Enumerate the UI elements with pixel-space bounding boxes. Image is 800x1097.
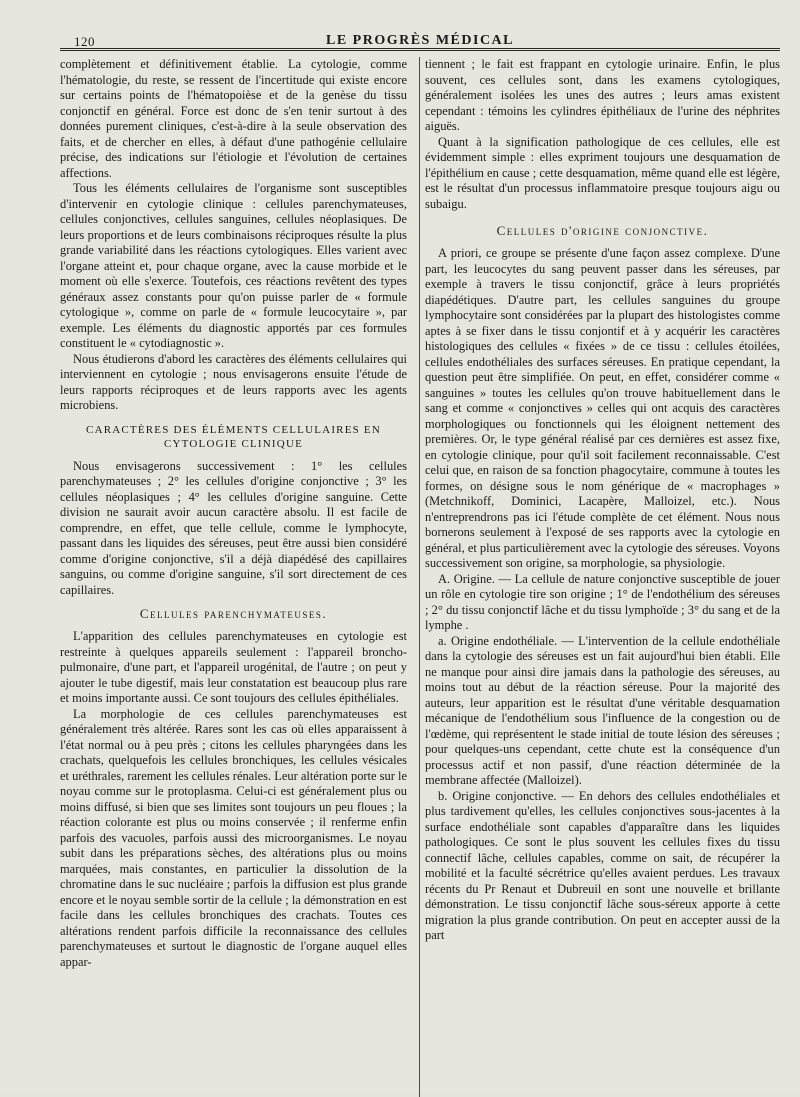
section-heading: CARACTÈRES DES ÉLÉMENTS CELLULAIRES EN CYTOLOGIE CLINIQUE bbox=[86, 423, 381, 450]
paragraph: tiennent ; le fait est frappant en cytologie urinaire. Enfin, le plus souvent, ces cellules sont, dans les examens cytologiques, généralement isolées les unes des autres ; leurs amas existent cependant : témoins les cylindres épithéliaux de l'urine des néphrites aiguës. bbox=[425, 57, 780, 133]
two-column-body bbox=[60, 57, 780, 970]
paragraph: A priori, ce groupe se présente d'une façon assez complexe. D'une part, les leucocytes du sang peuvent passer dans les séreuses, par exemple à travers le tissu conjonctif, grâce à leurs propriétés diapédétiques. D'autre part, les cellules sanguines du groupe lymphocytaire sont considérées par la plupart des histologistes comme aptes à se fixer dans le tissu conjontif et à y acquérir les caractères histologiques des cellules « fixées » de ce tissu : cellules étoilées, cellules endothéliales des surfaces séreuses. En pratique cependant, la question peut être simplifiée. On peut, en effet, considérer comme « sanguines » toutes les cellules qu'on trouve habituellement dans le sang et comme « conjonctives » celles qui ont acquis des caractères morphologiques ou fonctionnels qui les éloignent nettement des premières. Or, le type général réalisé par ces dernières est assez fixe, en cytologie clinique, pour qu'il soit facilement reconnaissable. C'est celui que, en raison de sa fonction phagocytaire, commune à toutes les formes, on désigne sous le nom générique de « macrophages » (Metchnikoff, Dominici, Lacapère, Malloizel, etc.). Nous n'entreprendrons pas ici l'étude complète de cet élément. Nous nous bornerons seulement à l'exposé de ses rapports avec la cytologie en général, et plus particulièrement avec la cytologie des séreuses. Voyons successivement son origine, sa morphologie, sa physiologie. bbox=[425, 246, 780, 570]
running-title: LE PROGRÈS MÉDICAL bbox=[325, 33, 515, 48]
paragraph: complètement et définitivement établie. La cytologie, comme l'hématologie, du reste, se ressent de l'incertitude qui existe encore sur certains points de l'hématopoièse et de la genèse du tissu conjonctif en général. Force est donc de s'en tenir surtout à des données purement cliniques, c'est-à-dire à la seule observation des faits, et de chercher en elles, à défaut d'une pathogénie cellulaire précise, des indications sur l'étiologie et l'évolution de certaines affections. bbox=[60, 57, 407, 180]
section-heading: Cellules parenchymateuses. bbox=[139, 606, 328, 621]
paragraph: Tous les éléments cellulaires de l'organisme sont susceptibles d'intervenir en cytologie clinique : cellules parenchymateuses, cellules conjonctives, cellules sanguines, cellules néoplasiques. De leurs proportions et de leurs combinaisons réciproques résulte la plus grande variabilité dans les réactions cytologiques. Elles varient avec l'organe atteint et, pour chaque organe, avec la cause morbide et le moment où elle s'exerce. Toutefois, ces réactions revêtent des types généraux assez constants pour qu'on puisse parler de « formule cytologique », comme on parle de « formule leucocytaire », par exemple. Les éléments du diagnostic apportés par ces formules constituent le « cytodiagnostic ». bbox=[60, 181, 407, 350]
page-header bbox=[60, 26, 780, 51]
right-column bbox=[425, 57, 780, 970]
paragraph: Nous envisagerons successivement : 1° les cellules parenchymateuses ; 2° les cellules d'origine conjonctive ; 3° les cellules néoplasiques ; 4° les cellules d'origine sanguine. Cette division ne saurait avoir aucun caractère absolu. Il est facile de comprendre, en effet, que telle cellule, comme le lymphocyte, passant dans les liquides des séreuses, peut être aussi bien considéré comme d'origine conjonctive, s'il a déjà diapédésé des capillaires sanguins, ou comme d'origine sanguine, s'il sort directement de ces capillaires. bbox=[60, 458, 407, 597]
paragraph: La morphologie de ces cellules parenchymateuses est généralement très altérée. Rares sont les cas où elles apparaissent à l'état normal ou à peu près ; citons les cellules pharyngées dans les crachats, quelquefois les cellules bronchiques, les cellules vésicales et uréthrales, rarement les cellules rénales. Leur altération porte sur le noyau comme sur le protoplasma. Celui-ci est généralement plus ou moins diffusé, si bien que ses limites sont toujours un peu floues ; la réaction colorante est plus ou moins conservée ; il renferme enfin parfois des vacuoles, parfois aussi des microorganismes. Le noyau subit dans les préparations sèches, des altérations plus ou moins marquées, mais constantes, en particulier la dissolution de la chromatine dans le suc nucléaire ; parfois la diffusion est plus grande encore et le noyau semble sortir de la cellule ; la démonstration en est facile dans les cellules bronchiques des crachats. Toutes ces altérations rendent parfois difficile la reconnaissance des cellules parenchymateuses et surtout le diagnostic de l'organe auquel elles appar- bbox=[60, 706, 407, 969]
paragraph: L'apparition des cellules parenchymateuses en cytologie est restreinte à quelques appareils seulement : l'appareil broncho-pulmonaire, d'une part, et l'appareil urogénital, de l'autre ; on peut y ajouter le tube digestif, mais leur constatation est beaucoup plus rare et moins importante aussi. Ce sont toujours des cellules épithéliales. bbox=[60, 629, 407, 705]
section-heading: Cellules d'origine conjonctive. bbox=[496, 223, 709, 238]
left-column bbox=[60, 57, 407, 970]
paragraph: b. Origine conjonctive. — En dehors des cellules endothéliales et plus tardivement qu'elles, les cellules conjonctives sous-jacentes à la surface endothéliale sont capables d'apparaître dans les liquides pathologiques. Ce sont le plus souvent les cellules fixes du tissu connectif lâche, cellules capables, comme on sait, de récupérer la mobilité et la faculté sécrétrice qu'elles avaient perdues. Les travaux récents du Pr Renaut et Dubreuil en sont une nouvelle et brillante démonstration. Le tissu conjonctif lâche sous-séreux apporte à cette migration la plus grande contribution. On peut en accepter aussi de la part bbox=[425, 788, 780, 942]
column-divider bbox=[419, 57, 420, 1097]
paragraph: a. Origine endothéliale. — L'intervention de la cellule endothéliale dans la cytologie des séreuses est un fait aujourd'hui bien établi. Elle ne manque pour ainsi dire jamais dans la pathologie des séreuses, au moins tout au début de la réaction séreuse. Pour la majorité des auteurs, leur apparition est le résultat d'une véritable desquamation mécanique de l'endothélium sous l'influence de la congestion ou de l'œdème, qui représentent le stade initial de toute lésion des séreuses ; pour quelques-uns cependant, cette chute est la conséquence d'un processus actif et non passif, d'une réaction déterminée de la membrane affectée (Malloizel). bbox=[425, 633, 780, 787]
paragraph: Nous étudierons d'abord les caractères des éléments cellulaires qui interviennent en cytologie ; nous envisagerons ensuite l'étude de leurs rapports réciproques et de leurs rapports avec les agents microbiens. bbox=[60, 351, 407, 412]
paragraph: Quant à la signification pathologique de ces cellules, elle est évidemment simple : elles expriment toujours une desquamation de l'épithélium en cause ; cette desquamation, même quand elle est légère, est le résultat d'un processus inflammatoire presque toujours aigu ou subaigu. bbox=[425, 134, 780, 211]
paragraph: A. Origine. — La cellule de nature conjonctive susceptible de jouer un rôle en cytologie tire son origine ; 1° de l'endothélium des séreuses ; 2° du tissu conjonctif lâche et du tissu lymphoïde ; 3° du sang et de la lymphe . bbox=[425, 571, 780, 632]
page-number: 120 bbox=[74, 34, 95, 49]
